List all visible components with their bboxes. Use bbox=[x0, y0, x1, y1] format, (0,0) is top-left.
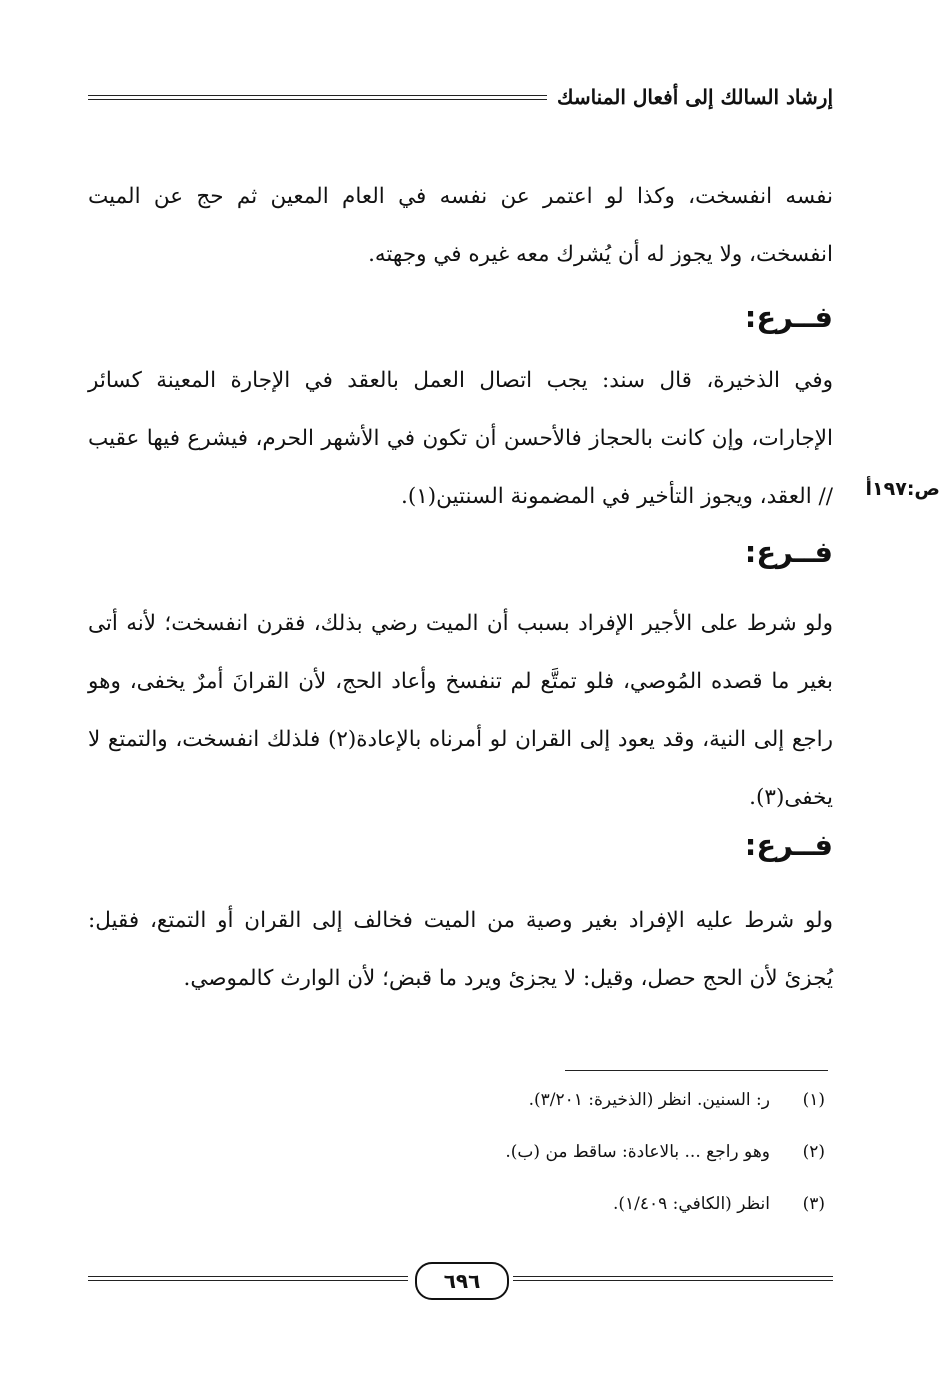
footnote-text: انظر (الكافي: ١/٤٠٩). bbox=[612, 1194, 770, 1214]
footer-rule-left bbox=[88, 1276, 408, 1284]
footnote-1 bbox=[300, 1090, 825, 1142]
footnotes bbox=[300, 1090, 825, 1246]
page-footer bbox=[88, 1262, 833, 1302]
section-heading-1: فــرع: bbox=[744, 300, 833, 334]
footer-rule-right bbox=[513, 1276, 833, 1284]
footnote-2 bbox=[300, 1142, 825, 1194]
book-title: إرشاد السالك إلى أفعال المناسك bbox=[556, 85, 833, 109]
footnote-number: (١) bbox=[802, 1090, 825, 1110]
paragraph-2: وفي الذخيرة، قال سند: يجب اتصال العمل بالعقد في الإجارة المعينة كسائر الإجارات، وإن كانت بالحجاز فالأحسن أن تكون في الأشهر الحرم، فيشرع فيها عقيب // العقد، ويجوز التأخير في المضمونة السنتين(١). bbox=[88, 368, 833, 509]
section-heading-2: فــرع: bbox=[744, 535, 833, 569]
footnote-separator bbox=[565, 1070, 828, 1071]
footnote-text: وهو راجع ... بالاعادة: ساقط من (ب). bbox=[505, 1142, 770, 1162]
footnote-3 bbox=[300, 1194, 825, 1246]
section-heading-3: فــرع: bbox=[744, 828, 833, 862]
running-header bbox=[88, 82, 833, 112]
paragraph-3: ولو شرط على الأجير الإفراد بسبب أن الميت رضي بذلك، فقرن انفسخت؛ لأنه أتى بغير ما قصده المُوصي، فلو تمتَّع لم تنفسخ وأعاد الحج، لأن القرانَ أمرٌ يخفى، وهو راجع إلى النية، وقد يعود إلى القران لو أمرناه بالإعادة(٢) فلذلك انفسخت، والتمتع لا يخفى(٣). bbox=[88, 611, 833, 810]
header-rule bbox=[88, 95, 547, 100]
manuscript-page-marker: ص:١٩٧أ bbox=[865, 478, 940, 500]
page-number: ٦٩٦ bbox=[415, 1262, 509, 1300]
footnote-text: ر: السنين. انظر (الذخيرة: ٣/٢٠١). bbox=[528, 1090, 770, 1110]
paragraph-4: ولو شرط عليه الإفراد بغير وصية من الميت فخالف إلى القران أو التمتع، فقيل: يُجزئ لأن الحج حصل، وقيل: لا يجزئ ويرد ما قبض؛ لأن الوارث كالموصي. bbox=[88, 908, 833, 991]
paragraph-1: نفسه انفسخت، وكذا لو اعتمر عن نفسه في العام المعين ثم حج عن الميت انفسخت، ولا يجوز له أن يُشرك معه غيره في وجهته. bbox=[88, 184, 833, 267]
footnote-number: (٣) bbox=[802, 1194, 825, 1214]
footnote-number: (٢) bbox=[802, 1142, 825, 1162]
